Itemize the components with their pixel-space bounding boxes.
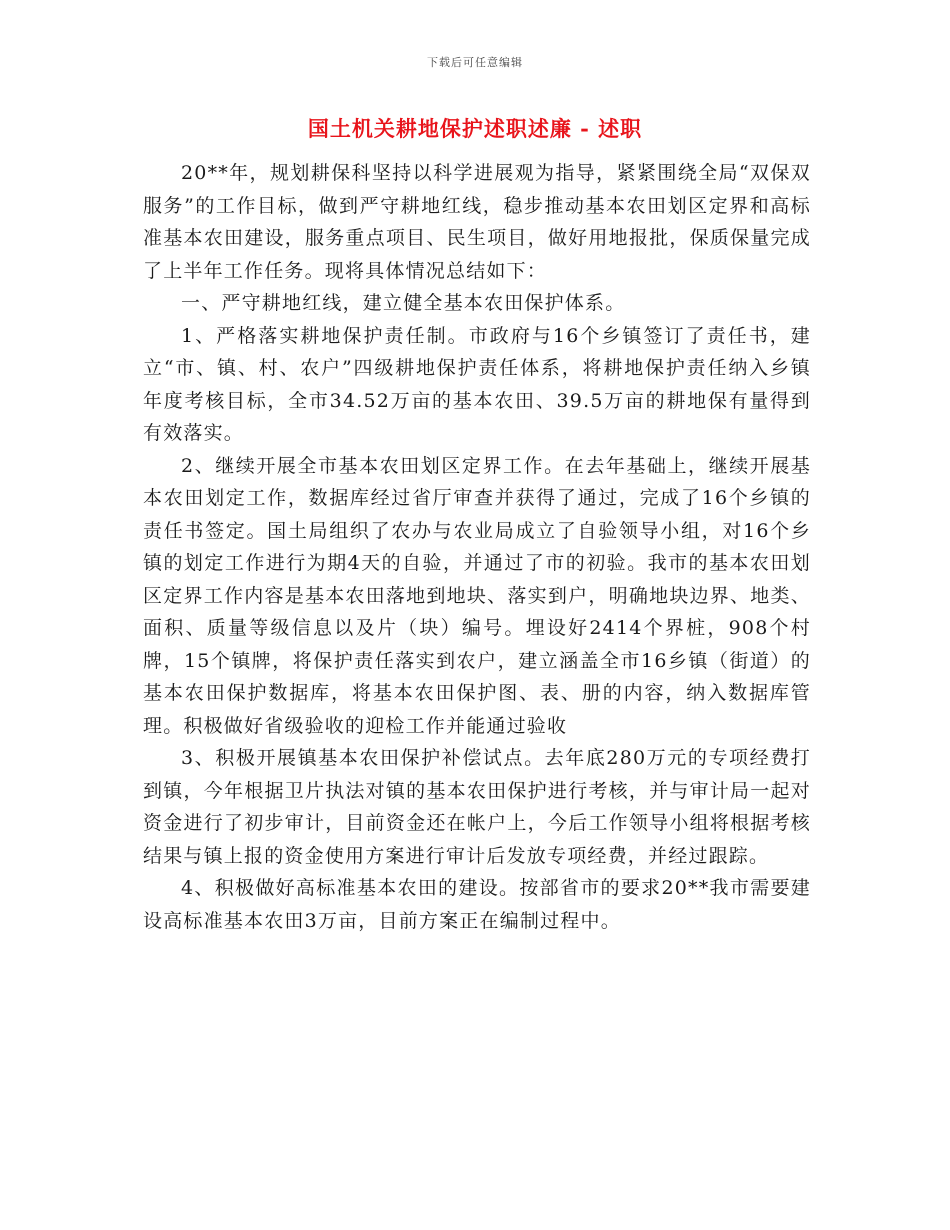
paragraph-item-2: 2、继续开展全市基本农田划区定界工作。在去年基础上，继续开展基本农田划定工作，数据库经过省厅审查并获得了通过，完成了16个乡镇的责任书签定。国土局组织了农办与农业局成立了自验领导小组，对16个乡镇的划定工作进行为期4天的自验，并通过了市的初验。我市的基本农田划区定界工作内容是基本农田落地到地块、落实到户，明确地块边界、地类、面积、质量等级信息以及片（块）编号。埋设好2414个界桩，908个村牌，15个镇牌，将保护责任落实到农户，建立涵盖全市16乡镇（街道）的基本农田保护数据库，将基本农田保护图、表、册的内容，纳入数据库管理。积极做好省级验收的迎检工作并能通过验收 xyxy=(143,454,811,737)
paragraph-item-3: 3、积极开展镇基本农田保护补偿试点。去年底280万元的专项经费打到镇，今年根据卫片执法对镇的基本农田保护进行考核，并与审计局一起对资金进行了初步审计，目前资金还在帐户上，今后工作领导小组将根据考核结果与镇上报的资金使用方案进行审计后发放专项经费，并经过跟踪。 xyxy=(143,747,811,867)
header-note: 下载后可任意编辑 xyxy=(427,56,523,69)
paragraph-item-1: 1、严格落实耕地保护责任制。市政府与16个乡镇签订了责任书，建立“市、镇、村、农户”四级耕地保护责任体系，将耕地保护责任纳入乡镇年度考核目标，全市34.52万亩的基本农田、39.5万亩的耕地保有量得到有效落实。 xyxy=(143,324,811,444)
document-title: 国土机关耕地保护述职述廉 - 述职 xyxy=(307,116,643,141)
section-heading-1: 一、严守耕地红线，建立健全基本农田保护体系。 xyxy=(181,292,626,314)
paragraph-item-4: 4、积极做好高标准基本农田的建设。按部省市的要求20**我市需要建设高标准基本农田3万亩，目前方案正在编制过程中。 xyxy=(143,877,811,932)
paragraph-intro: 20**年，规划耕保科坚持以科学进展观为指导，紧紧围绕全局“双保双服务”的工作目标，做到严守耕地红线，稳步推动基本农田划区定界和高标准基本农田建设，服务重点项目、民生项目，做好用地报批，保质保量完成了上半年工作任务。现将具体情况总结如下： xyxy=(143,162,811,282)
document-body xyxy=(143,157,811,937)
